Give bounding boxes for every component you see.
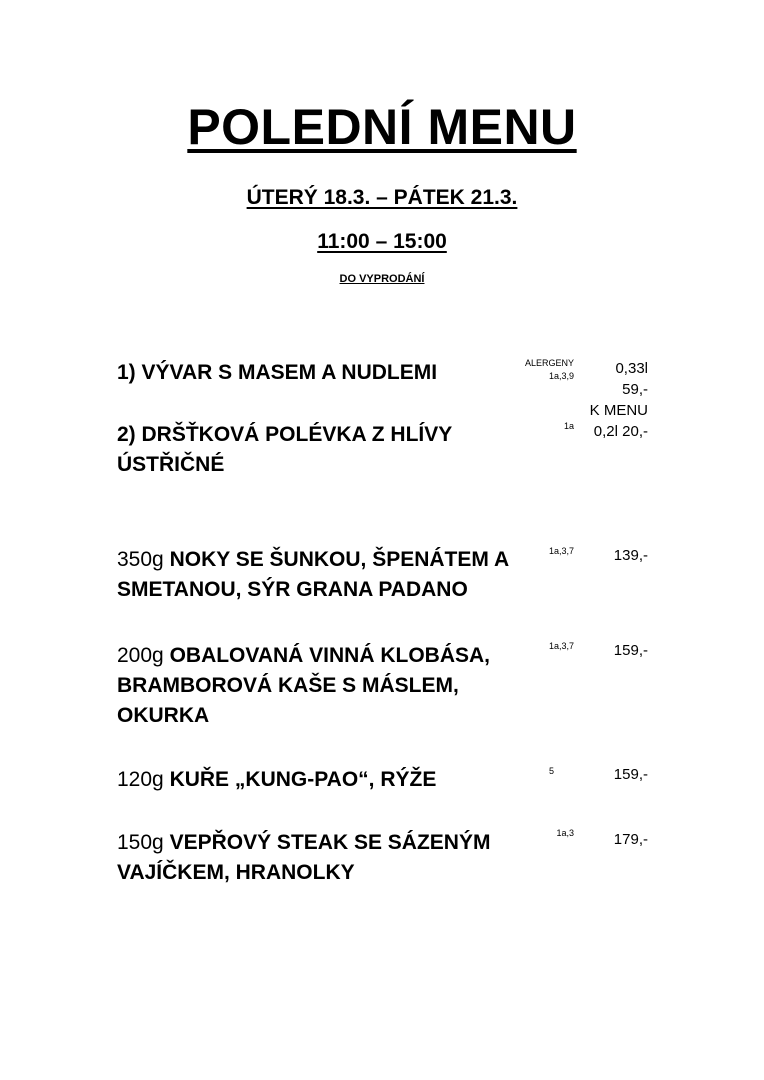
soup-price: 59,- [622,381,648,398]
main-item-name: OBALOVANÁ VINNÁ KLOBÁSA, BRAMBOROVÁ KAŠE S MÁSLEM, OKURKA [117,644,491,727]
main-1-allergens: 1a,3,7 [548,546,574,556]
main-3-price: 159,- [613,766,648,783]
main-item-weight: 120g [117,768,164,791]
date-range: ÚTERÝ 18.3. – PÁTEK 21.3. [246,186,518,209]
availability-note: DO VYPRODÁNÍ [339,273,425,285]
main-item-weight: 200g [117,644,164,667]
main-item-name: NOKY SE ŠUNKOU, ŠPENÁTEM A SMETANOU, SÝR GRANA PADANO [117,548,509,601]
main-item-weight: 350g [117,548,164,571]
main-item-4 [117,828,517,888]
main-4-allergens: 1a,3 [556,828,574,838]
allergens-label: ALERGENY [524,358,574,368]
soup-1-allergens: 1a,3,9 [548,371,574,381]
main-item-name: VEPŘOVÝ STEAK SE SÁZENÝM VAJÍČKEM, HRANOLKY [117,831,491,884]
main-item-2 [117,641,517,731]
opening-hours: 11:00 – 15:00 [317,230,447,253]
main-4-price: 179,- [613,831,648,848]
soup-price-volume: 0,33l [615,360,648,377]
soup-2-allergens: 1a [563,421,574,431]
soup-item-1: 1) VÝVAR S MASEM A NUDLEMI [117,361,438,384]
soup-menu-label: K MENU [589,402,648,419]
soup-item-2: 2) DRŠŤKOVÁ POLÉVKA Z HLÍVY ÚSTŘIČNÉ [117,423,452,476]
main-1-price: 139,- [613,547,648,564]
soup-menu-price: 0,2l 20,- [593,423,648,440]
main-item-name: KUŘE „KUNG-PAO“, RÝŽE [169,768,437,791]
main-2-price: 159,- [613,642,648,659]
page-title: POLEDNÍ MENU [187,99,577,155]
main-item-weight: 150g [117,831,164,854]
main-item-1 [117,545,517,605]
main-3-allergens: 5 [548,766,554,776]
main-item-3 [117,765,517,795]
main-2-allergens: 1a,3,7 [548,641,574,651]
